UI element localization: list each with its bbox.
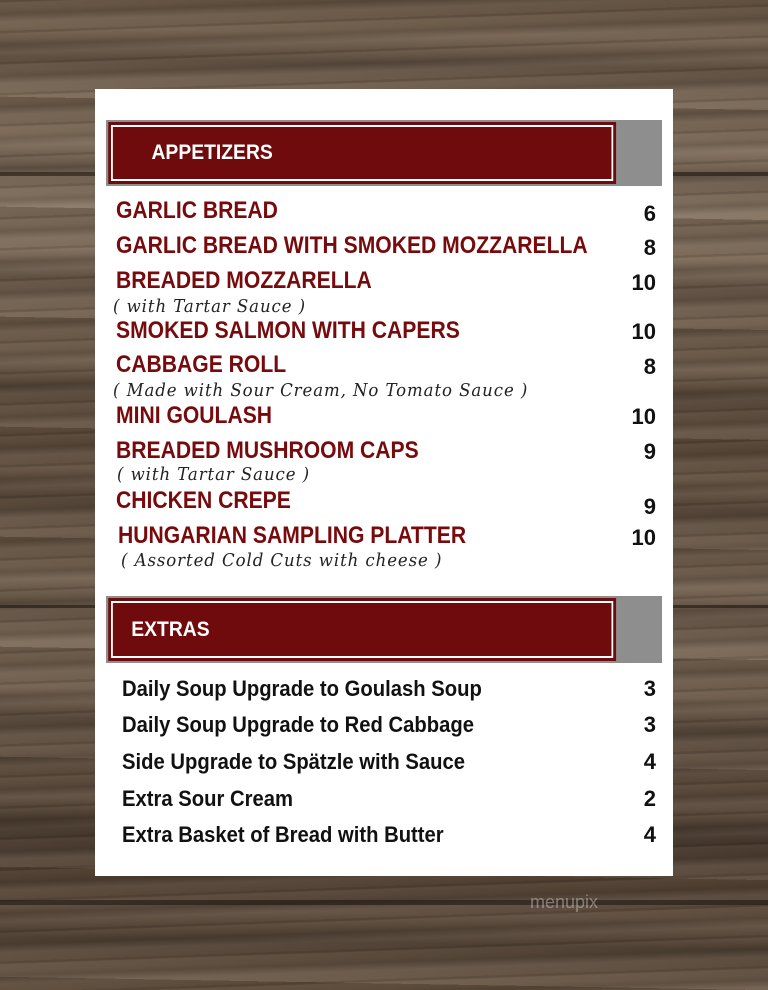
extra-item-name: Extra Sour Cream: [122, 786, 293, 811]
extra-item-price: 3: [643, 676, 656, 701]
menu-item-name: BREADED MUSHROOM CAPS: [116, 437, 419, 464]
extra-item-price: 3: [643, 712, 656, 737]
extras-banner: [106, 596, 662, 663]
extra-item-name: Extra Basket of Bread with Butter: [122, 822, 444, 847]
extra-item-price: 4: [643, 822, 656, 847]
menu-item-name: CHICKEN CREPE: [116, 487, 291, 514]
menu-card: [95, 89, 673, 876]
extras-title: EXTRAS: [111, 601, 613, 658]
menu-item-note: ( with Tartar Sauce ): [113, 296, 307, 317]
menu-item-note: ( with Tartar Sauce ): [117, 464, 311, 485]
extra-item-name: Daily Soup Upgrade to Goulash Soup: [122, 676, 482, 701]
menu-item-price: 10: [631, 525, 656, 550]
menu-item-note: ( Made with Sour Cream, No Tomato Sauce ): [113, 380, 529, 401]
menu-item-price: 6: [643, 201, 656, 226]
extra-item-name: Side Upgrade to Spätzle with Sauce: [122, 749, 466, 774]
menu-item-name: CABBAGE ROLL: [116, 351, 287, 378]
extra-item-name: Daily Soup Upgrade to Red Cabbage: [122, 712, 475, 737]
menu-item-note: ( Assorted Cold Cuts with cheese ): [121, 550, 443, 571]
extra-item-price: 4: [643, 749, 656, 774]
menu-item-price: 10: [631, 404, 656, 429]
menu-item-name: MINI GOULASH: [116, 402, 273, 429]
menu-item-name: SMOKED SALMON WITH CAPERS: [116, 317, 460, 344]
menu-item-price: 9: [643, 494, 656, 519]
appetizers-banner: [106, 120, 662, 186]
menu-item-price: 10: [631, 270, 656, 295]
watermark: menupix: [530, 892, 599, 912]
menu-item-name: HUNGARIAN SAMPLING PLATTER: [118, 522, 467, 549]
appetizers-title: APPETIZERS: [111, 125, 613, 181]
extra-item-price: 2: [643, 786, 656, 811]
menu-item-price: 8: [643, 354, 656, 379]
menu-item-name: GARLIC BREAD WITH SMOKED MOZZARELLA: [116, 232, 588, 259]
menu-item-name: GARLIC BREAD: [116, 197, 278, 224]
menu-item-price: 9: [643, 439, 656, 464]
menu-item-price: 8: [643, 235, 656, 260]
menu-item-price: 10: [631, 319, 656, 344]
menu-item-name: BREADED MOZZARELLA: [116, 267, 372, 294]
